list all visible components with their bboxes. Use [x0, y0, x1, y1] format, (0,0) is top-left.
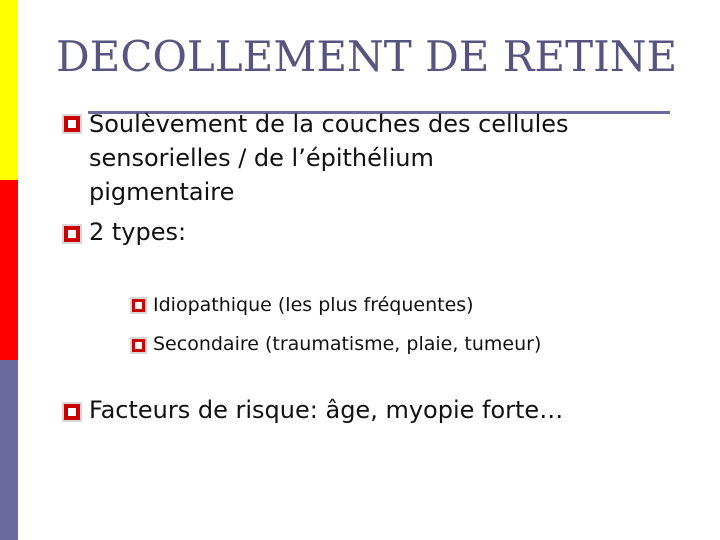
sub-bullet-2: Secondaire (traumatisme, plaie, tumeur): [153, 333, 542, 355]
bullet-2-line-1: 2 types:: [89, 218, 187, 246]
bullet-1-line-3: pigmentaire: [89, 178, 235, 206]
slide-title: DECOLLEMENT DE RETINE: [56, 32, 678, 81]
bullet-1-line-1: Soulèvement de la couches des cellules: [89, 110, 569, 138]
square-bullet-icon: [62, 402, 82, 422]
square-bullet-icon: [130, 297, 147, 314]
bullet-3-line-1: Facteurs de risque: âge, myopie forte…: [89, 396, 564, 424]
bullet-1-line-2: sensorielles / de l’épithélium: [89, 144, 434, 172]
left-stripe-yellow: [0, 0, 18, 180]
left-stripe-slate: [0, 360, 18, 540]
square-bullet-icon: [62, 114, 82, 134]
left-stripe-red: [0, 180, 18, 360]
square-bullet-icon: [62, 224, 82, 244]
square-bullet-icon: [130, 337, 147, 354]
sub-bullet-1: Idiopathique (les plus fréquentes): [153, 294, 474, 316]
